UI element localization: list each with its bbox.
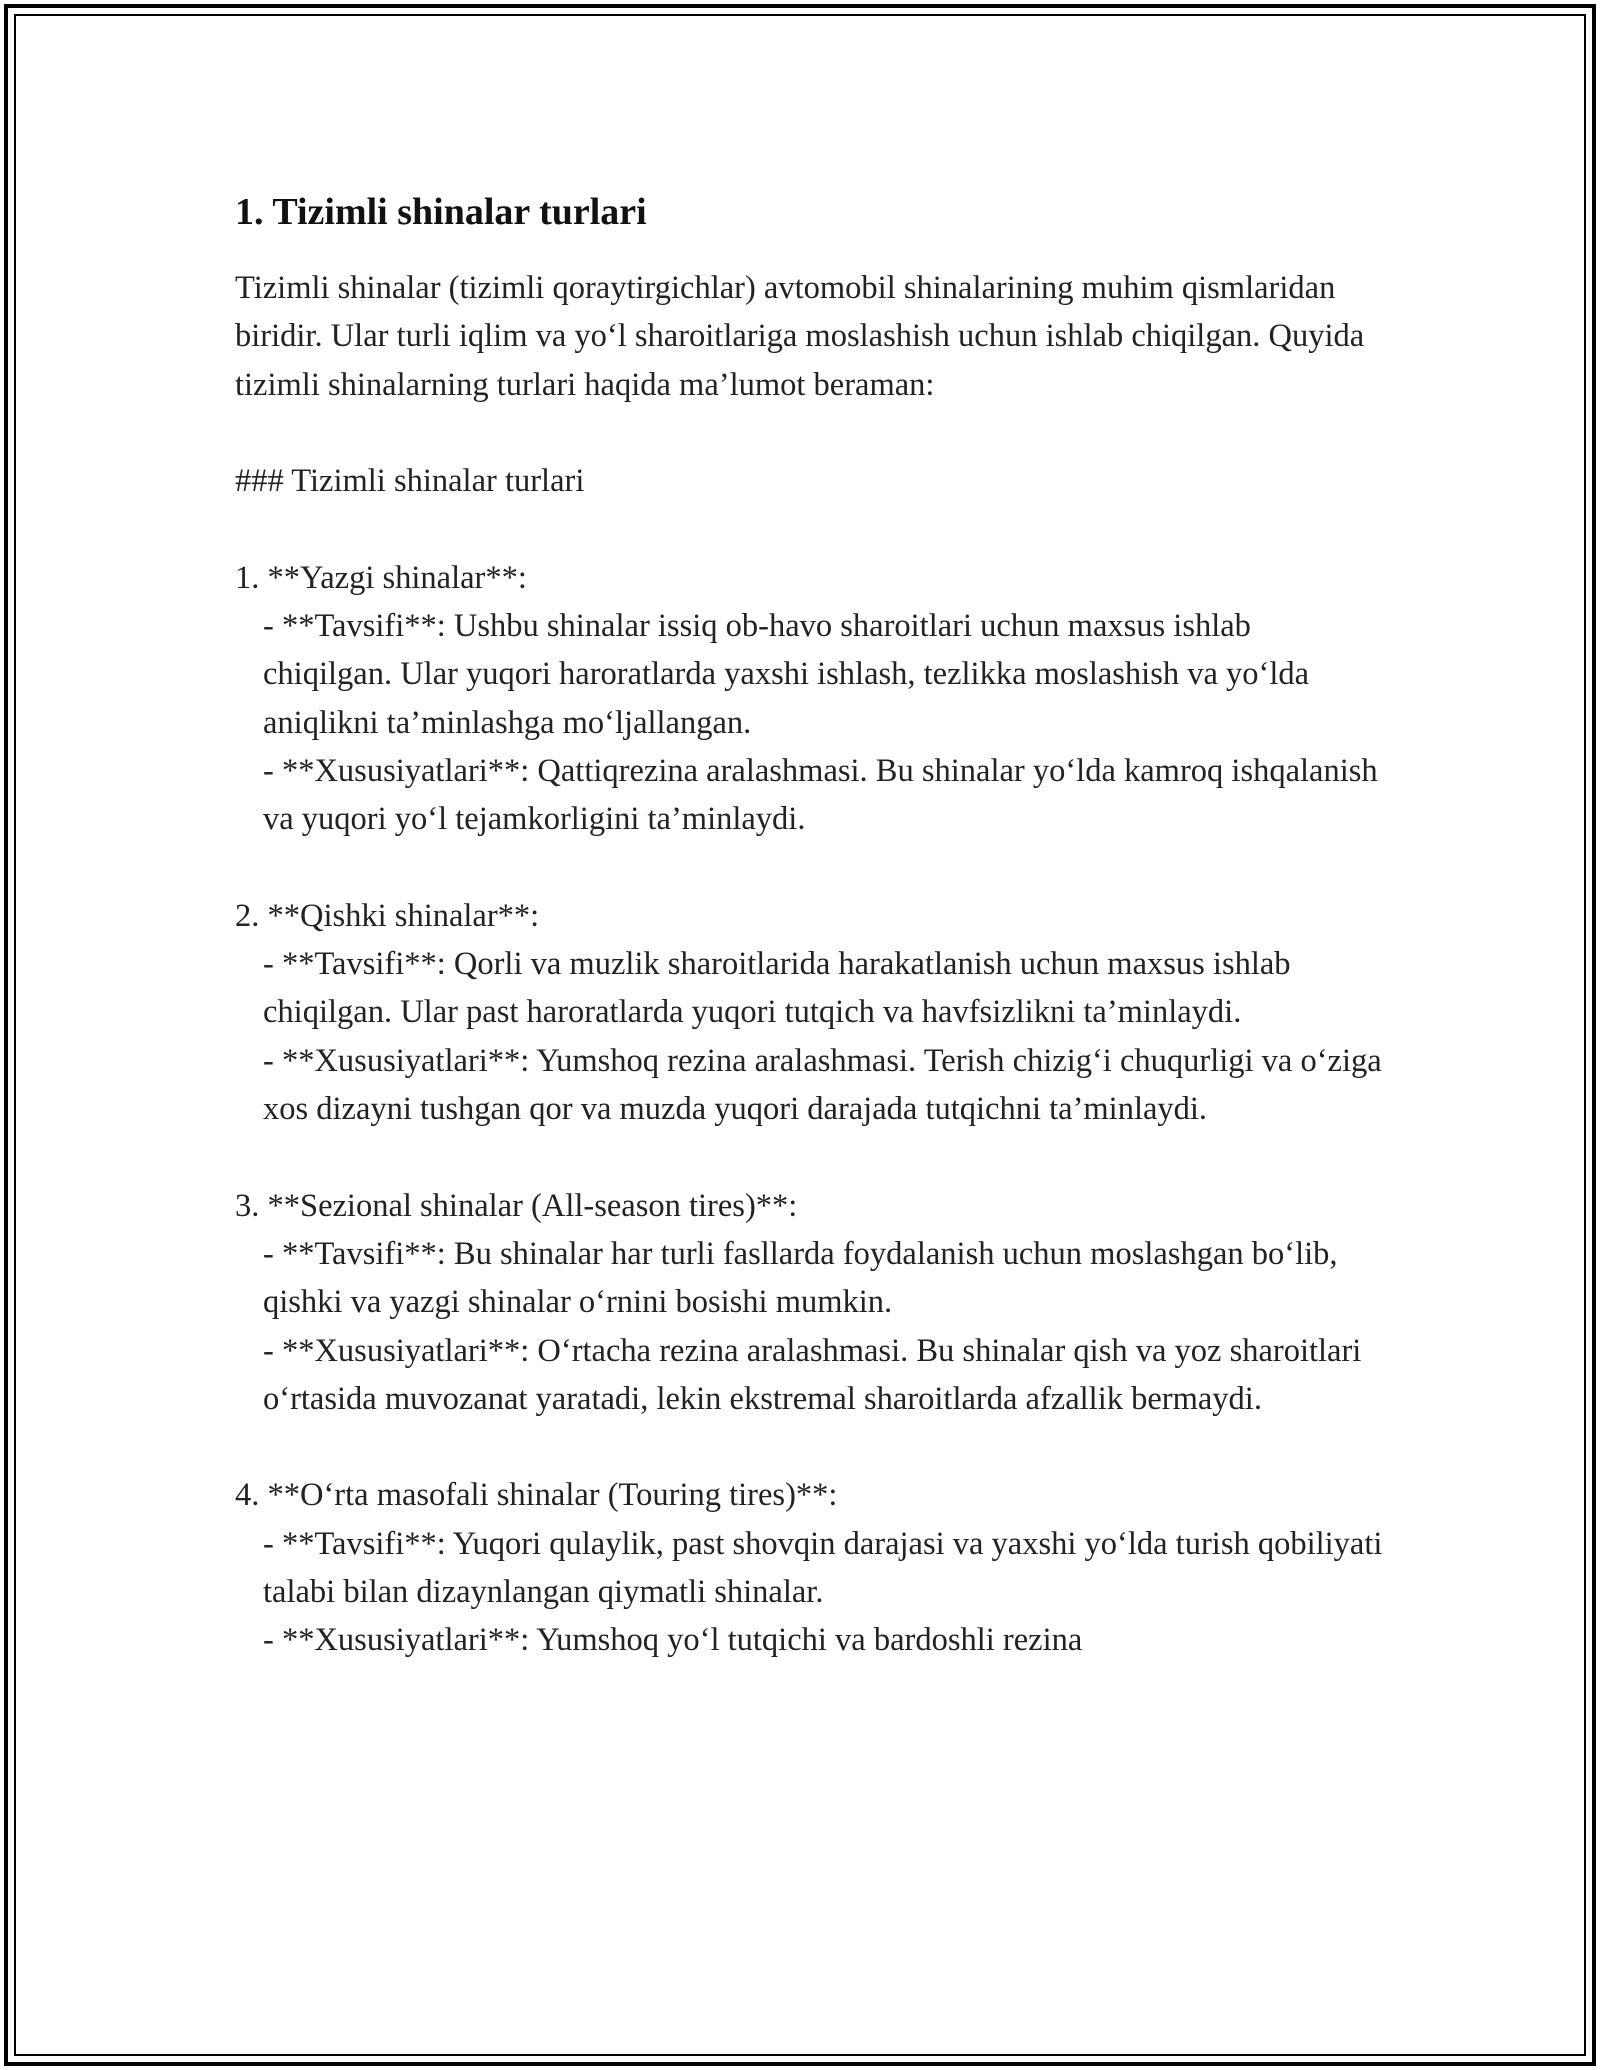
section-description: - **Tavsifi**: Ushbu shinalar issiq ob-havo sharoitlari uchun maxsus ishlab chiqilgan. Ular yuqori haroratlarda yaxshi ishlash, tezlikka moslashish va yo‘lda aniqlikni ta’minlashga mo‘ljallangan. [263, 608, 1310, 741]
section-heading: 2. **Qishki shinalar**: [235, 897, 540, 934]
subheading: ### Tizimli shinalar turlari [235, 463, 585, 500]
section-features: - **Xususiyatlari**: O‘rtacha rezina aralashmasi. Bu shinalar qish va yoz sharoitlari o‘rtasida muvozanat yaratadi, lekin ekstremal sharoitlarda afzallik bermaydi. [263, 1332, 1362, 1417]
blank-line [235, 1423, 1385, 1471]
section-summer-tires [235, 554, 1385, 844]
section-features: - **Xususiyatlari**: Qattiqrezina aralashmasi. Bu shinalar yo‘lda kamroq ishqalanish va yuqori yo‘l tejamkorligini ta’minlaydi. [263, 752, 1378, 838]
section-features: - **Xususiyatlari**: Yumshoq rezina aralashmasi. Terish chizig‘i chuqurligi va o‘ziga xos dizayni tushgan qor va muzda yuqori darajada tutqichni ta’minlaydi. [263, 1042, 1382, 1128]
blank-line [235, 409, 1385, 457]
section-heading: 1. **Yazgi shinalar**: [235, 559, 527, 596]
document-title: 1. Tizimli shinalar turlari [235, 191, 647, 233]
section-winter-tires [235, 892, 1385, 1133]
intro-paragraph: Tizimli shinalar (tizimli qoraytirgichlar) avtomobil shinalarining muhim qismlaridan biridir. Ular turli iqlim va yo‘l sharoitlariga moslashish uchun ishlab chiqilgan. Quyida tizimli shinalarning turlari haqida ma’lumot beraman: [235, 270, 1365, 403]
blank-line [235, 844, 1385, 892]
section-touring-tires [235, 1471, 1385, 1664]
section-heading: 3. **Sezional shinalar (All-season tires)**: [235, 1187, 798, 1224]
section-description: - **Tavsifi**: Yuqori qulaylik, past shovqin darajasi va yaxshi yo‘lda turish qobiliyati talabi bilan dizaynlangan qiymatli shinalar. [263, 1525, 1383, 1611]
section-description: - **Tavsifi**: Bu shinalar har turli fasllarda foydalanish uchun moslashgan bo‘lib, qishki va yazgi shinalar o‘rnini bosishi mumkin. [263, 1235, 1338, 1321]
section-heading: 4. **O‘rta masofali shinalar (Touring tires)**: [235, 1477, 838, 1514]
section-description: - **Tavsifi**: Qorli va muzlik sharoitlarida harakatlanish uchun maxsus ishlab chiqilgan. Ular past haroratlarda yuqori tutqich va havfsizlikni ta’minlaydi. [263, 946, 1291, 1031]
section-all-season-tires [235, 1182, 1385, 1423]
blank-line [235, 505, 1385, 553]
blank-line [235, 1133, 1385, 1181]
section-features: - **Xususiyatlari**: Yumshoq yo‘l tutqichi va bardoshli rezina [263, 1622, 1083, 1659]
document-body [235, 188, 1385, 1665]
